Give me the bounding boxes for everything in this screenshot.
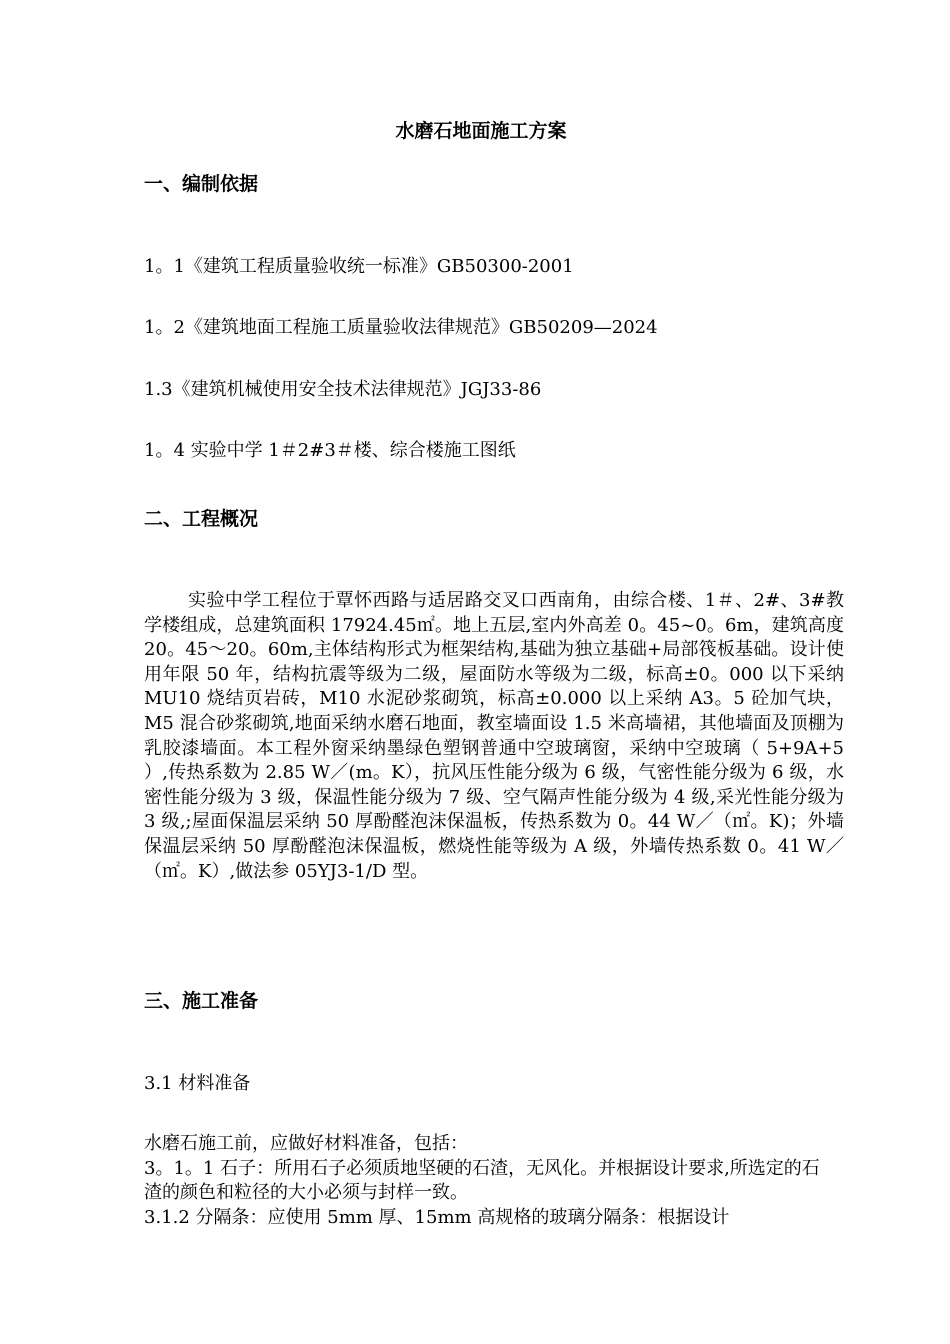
subheading-materials: 3.1 材料准备 — [144, 1073, 251, 1094]
materials-item-stone: 3。1。1 石子：所用石子必须质地坚硬的石渣，无风化。并根据设计要求,所选定的石渣的颜色和粒径的大小必须与封样一致。 — [144, 1157, 820, 1204]
basis-item-3: 1.3《建筑机械使用安全技术法律规范》JGJ33-86 — [144, 379, 542, 400]
section-heading-overview: 二、工程概况 — [144, 508, 259, 530]
overview-paragraph: 实验中学工程位于覃怀西路与适居路交叉口西南角，由综合楼、1＃、2#、3#教学楼组成，总建筑面积 17924.45㎡。地上五层,室内外高差 0。45~0。6m，建筑高度 20。45～20。60m,主体结构形式为框架结构,基础为独立基础+局部筏板基础。设计使用年限 50 年，结构抗震等级为二级，屋面防水等级为二级，标高±0。000 以下采纳 MU10 烧结页岩砖，M10 水泥砂浆砌筑，标高±0.000 以上采纳 A3。5 砼加气块，M5 混合砂浆砌筑,地面采纳水磨石地面，教室墙面设 1.5 米高墙裙，其他墙面及顶棚为乳胶漆墙面。本工程外窗采纳墨绿色塑钢普通中空玻璃窗，采纳中空玻璃（ 5+9A+5 ）,传热系数为 2.85 W／(m。K），抗风压性能分级为 6 级，气密性能分级为 6 级，水密性能分级为 3 级，保温性能分级为 7 级、空气隔声性能分级为 4 级,采光性能分级为 3 级,;屋面保温层采纳 50 厚酚醛泡沫保温板，传热系数为 0。44 W／（㎡。K)；外墙保温层采纳 50 厚酚醛泡沫保温板，燃烧性能等级为 A 级，外墙传热系数 0。41 W／（㎡。K）,做法参 05YJ3-1/D 型。 — [144, 590, 844, 882]
basis-item-2: 1。2《建筑地面工程施工质量验收法律规范》GB50209—2024 — [144, 317, 658, 338]
section-heading-preparation: 三、施工准备 — [144, 990, 259, 1012]
materials-intro: 水磨石施工前，应做好材料准备，包括： — [144, 1133, 468, 1154]
document-title: 水磨石地面施工方案 — [395, 120, 567, 142]
basis-item-4: 1。4 实验中学 1＃2#3＃楼、综合楼施工图纸 — [144, 440, 516, 461]
materials-block — [144, 1132, 824, 1230]
materials-item-divider: 3.1.2 分隔条：应使用 5mm 厚、15mm 高规格的玻璃分隔条：根据设计 — [144, 1206, 730, 1228]
section-heading-basis: 一、编制依据 — [144, 173, 259, 195]
basis-item-1: 1。1《建筑工程质量验收统一标准》GB50300-2001 — [144, 256, 574, 277]
